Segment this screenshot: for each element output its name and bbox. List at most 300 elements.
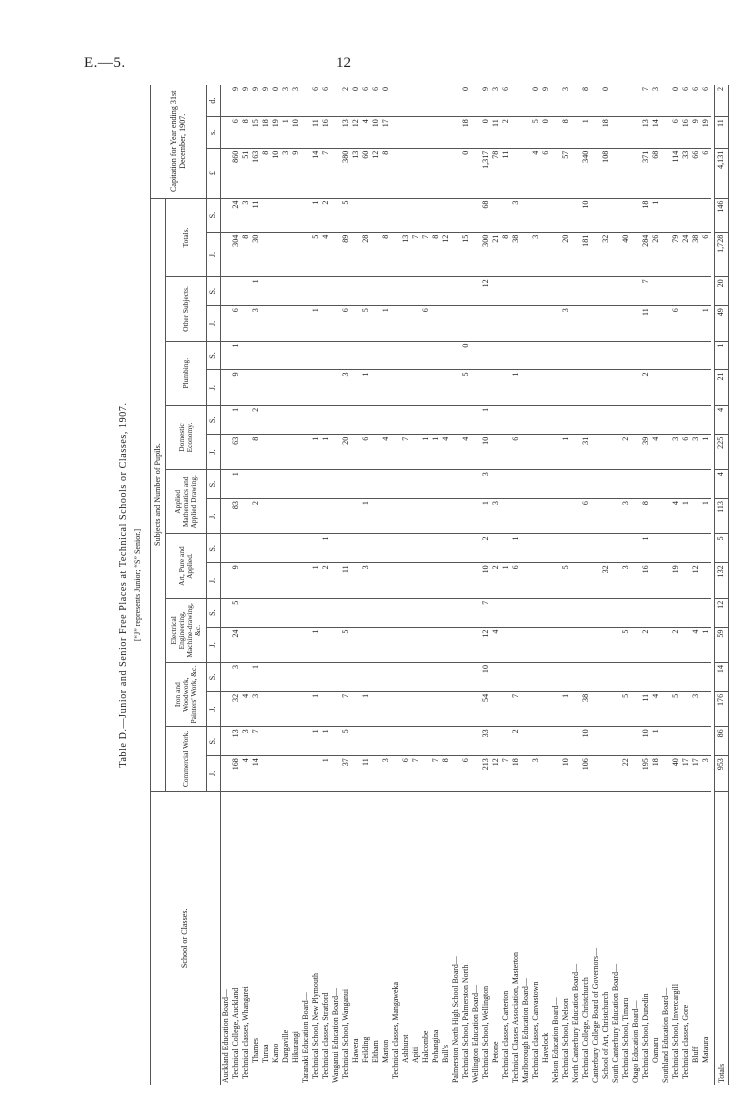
value-cell: [411, 85, 421, 117]
value-cell: [571, 563, 581, 598]
value-cell: [571, 405, 581, 434]
value-cell: 5: [361, 306, 371, 341]
value-cell: 4: [531, 148, 541, 198]
value-cell: 49: [715, 306, 729, 341]
value-cell: 1: [511, 534, 521, 563]
table-row: [501, 85, 511, 1085]
value-cell: [431, 691, 441, 726]
value-cell: [491, 534, 501, 563]
value-cell: 6: [681, 434, 691, 469]
school-name-cell: Technical School, Invercargill: [671, 983, 681, 1079]
value-cell: [251, 341, 261, 370]
value-cell: [581, 598, 591, 627]
value-cell: [451, 117, 461, 148]
value-cell: 11: [361, 756, 371, 791]
value-cell: [471, 598, 481, 627]
value-cell: 1: [715, 341, 729, 370]
value-cell: [491, 306, 501, 341]
value-cell: 1: [321, 756, 331, 791]
value-cell: 89: [341, 232, 351, 277]
value-cell: 60: [361, 148, 371, 198]
value-cell: [661, 627, 671, 662]
value-cell: 1: [651, 198, 661, 232]
value-cell: 6: [361, 434, 371, 469]
value-cell: [391, 534, 401, 563]
value-cell: 24: [681, 232, 691, 277]
subject-header: Applied Mathematics and Applied Drawing.: [166, 470, 207, 534]
table-row: [451, 85, 461, 1085]
value-cell: [291, 198, 301, 232]
table-row: [571, 85, 581, 1085]
value-cell: [441, 691, 451, 726]
value-cell: [261, 691, 271, 726]
value-cell: [411, 434, 421, 469]
value-cell: [301, 434, 311, 469]
senior-header: S.: [207, 470, 221, 499]
table-row: [701, 85, 711, 1085]
value-cell: [551, 306, 561, 341]
value-cell: 113: [715, 499, 729, 534]
value-cell: [551, 405, 561, 434]
free-places-table: [150, 85, 729, 1085]
value-cell: [381, 663, 391, 692]
value-cell: 24: [231, 627, 241, 662]
school-name-cell: Auckland Education Board—: [221, 989, 231, 1083]
value-cell: [671, 663, 681, 692]
value-cell: [261, 470, 271, 499]
value-cell: [281, 691, 291, 726]
value-cell: [411, 598, 421, 627]
value-cell: [681, 306, 691, 341]
value-cell: [631, 691, 641, 726]
junior-header: J.: [207, 306, 221, 341]
value-cell: [371, 434, 381, 469]
value-cell: [271, 534, 281, 563]
value-cell: [581, 341, 591, 370]
table-row: [481, 85, 491, 1085]
value-cell: 3: [701, 756, 711, 791]
value-cell: [241, 370, 251, 405]
value-cell: 6: [511, 563, 521, 598]
value-cell: [621, 405, 631, 434]
value-cell: [451, 727, 461, 756]
value-cell: [361, 727, 371, 756]
value-cell: [371, 370, 381, 405]
table-row: [471, 85, 481, 1085]
value-cell: [581, 370, 591, 405]
junior-header: J.: [207, 434, 221, 469]
value-cell: [421, 470, 431, 499]
totals-row: [715, 85, 729, 1085]
value-cell: [471, 277, 481, 306]
value-cell: [221, 598, 232, 627]
value-cell: [641, 663, 651, 692]
value-cell: [381, 341, 391, 370]
senior-header: S.: [207, 277, 221, 306]
value-cell: 6: [421, 306, 431, 341]
value-cell: [691, 534, 701, 563]
value-cell: [331, 341, 341, 370]
table-row: [531, 85, 541, 1085]
school-name-cell: Technical School, Palmerston North: [461, 964, 471, 1079]
value-cell: [281, 756, 291, 791]
value-cell: [261, 563, 271, 598]
value-cell: [221, 198, 232, 232]
value-cell: [431, 341, 441, 370]
table-title: Table D.—Junior and Senior Free Places at Technical Schools or Classes, 1907.: [118, 402, 129, 768]
value-cell: [521, 756, 531, 791]
value-cell: [431, 85, 441, 117]
school-name-cell: Technical School, Wanganui: [341, 988, 351, 1079]
value-cell: [411, 306, 421, 341]
value-cell: [551, 85, 561, 117]
table-row: [341, 85, 351, 1085]
value-cell: [641, 598, 651, 627]
value-cell: [571, 232, 581, 277]
value-cell: 1: [701, 499, 711, 534]
value-cell: [701, 663, 711, 692]
value-cell: [381, 727, 391, 756]
value-cell: [621, 277, 631, 306]
value-cell: [321, 277, 331, 306]
value-cell: 6: [501, 85, 511, 117]
value-cell: [541, 691, 551, 726]
value-cell: 371: [641, 148, 651, 198]
value-cell: [661, 405, 671, 434]
table-row: [681, 85, 691, 1085]
junior-header: J.: [207, 499, 221, 534]
value-cell: [281, 405, 291, 434]
value-cell: [521, 341, 531, 370]
value-cell: [391, 117, 401, 148]
value-cell: 1: [501, 563, 511, 598]
value-cell: 11: [491, 117, 501, 148]
value-cell: 20: [561, 232, 571, 277]
value-cell: [221, 727, 232, 756]
value-cell: [321, 370, 331, 405]
value-cell: [491, 341, 501, 370]
value-cell: 4: [241, 756, 251, 791]
value-cell: [411, 405, 421, 434]
value-cell: [611, 598, 621, 627]
value-cell: 2: [321, 563, 331, 598]
table-row: [321, 85, 331, 1085]
school-name-cell: North Canterbury Education Board—: [571, 964, 581, 1083]
value-cell: [701, 691, 711, 726]
value-cell: [291, 627, 301, 662]
value-cell: [371, 232, 381, 277]
value-cell: [461, 534, 471, 563]
value-cell: [621, 470, 631, 499]
value-cell: [301, 117, 311, 148]
value-cell: 3: [561, 85, 571, 117]
value-cell: [631, 117, 641, 148]
value-cell: [701, 198, 711, 232]
value-cell: [221, 434, 232, 469]
value-cell: 3: [381, 756, 391, 791]
value-cell: [631, 727, 641, 756]
value-cell: [601, 341, 611, 370]
value-cell: [421, 691, 431, 726]
value-cell: [401, 470, 411, 499]
value-cell: 8: [241, 117, 251, 148]
value-cell: [221, 85, 232, 117]
school-name-cell: Technical classes, Gore: [681, 1004, 691, 1079]
value-cell: 8: [251, 434, 261, 469]
value-cell: [471, 306, 481, 341]
subject-header: Iron and Woodwork, Painters' Work, &c.: [166, 663, 207, 727]
value-cell: [531, 370, 541, 405]
value-cell: [331, 499, 341, 534]
value-cell: [701, 277, 711, 306]
value-cell: 4: [241, 691, 251, 726]
value-cell: [431, 563, 441, 598]
value-cell: [331, 663, 341, 692]
value-cell: [331, 148, 341, 198]
value-cell: [591, 232, 601, 277]
value-cell: 1: [311, 563, 321, 598]
value-cell: [361, 405, 371, 434]
value-cell: [251, 470, 261, 499]
value-cell: [631, 405, 641, 434]
value-cell: [681, 277, 691, 306]
value-cell: 10: [581, 198, 591, 232]
table-row: [661, 85, 671, 1085]
value-cell: [451, 470, 461, 499]
value-cell: [591, 117, 601, 148]
school-name-cell: Totals: [715, 791, 729, 1085]
value-cell: [611, 198, 621, 232]
value-cell: [421, 148, 431, 198]
value-cell: [591, 85, 601, 117]
page-reference: E.—5.: [84, 55, 126, 71]
value-cell: [471, 117, 481, 148]
value-cell: 18: [511, 756, 521, 791]
value-cell: [501, 198, 511, 232]
value-cell: [641, 470, 651, 499]
value-cell: [411, 341, 421, 370]
value-cell: 4: [651, 691, 661, 726]
value-cell: [471, 434, 481, 469]
value-cell: [501, 499, 511, 534]
value-cell: 3: [231, 663, 241, 692]
value-cell: [611, 756, 621, 791]
value-cell: 3: [481, 470, 491, 499]
value-cell: [451, 563, 461, 598]
value-cell: [421, 499, 431, 534]
value-cell: 9: [241, 85, 251, 117]
value-cell: 20: [341, 434, 351, 469]
subjects-group-header: Subjects and Number of Pupils.: [151, 198, 166, 791]
value-cell: [351, 499, 361, 534]
value-cell: 9: [291, 148, 301, 198]
value-cell: [441, 85, 451, 117]
value-cell: [521, 691, 531, 726]
value-cell: [601, 405, 611, 434]
value-cell: [401, 663, 411, 692]
value-cell: 3: [281, 148, 291, 198]
senior-header: S.: [207, 341, 221, 370]
value-cell: [341, 470, 351, 499]
value-cell: [571, 198, 581, 232]
value-cell: [301, 663, 311, 692]
value-cell: [661, 117, 671, 148]
value-cell: [231, 277, 241, 306]
value-cell: [571, 341, 581, 370]
value-cell: [551, 499, 561, 534]
value-cell: [621, 370, 631, 405]
school-name-cell: Technical classes, Stratford: [321, 992, 331, 1079]
value-cell: [661, 499, 671, 534]
value-cell: 8: [431, 232, 441, 277]
value-cell: [281, 534, 291, 563]
school-name-cell: Turua: [261, 1044, 271, 1063]
value-cell: [241, 534, 251, 563]
value-cell: [601, 434, 611, 469]
value-cell: [291, 563, 301, 598]
value-cell: [371, 277, 381, 306]
value-cell: [331, 306, 341, 341]
value-cell: [681, 727, 691, 756]
value-cell: [541, 405, 551, 434]
value-cell: 12: [481, 627, 491, 662]
table-row: [311, 85, 321, 1085]
value-cell: 8: [441, 756, 451, 791]
value-cell: 2: [641, 627, 651, 662]
school-name-cell: Technical School, New Plymouth: [311, 973, 321, 1079]
value-cell: [241, 434, 251, 469]
value-cell: [441, 598, 451, 627]
value-cell: 1: [361, 691, 371, 726]
value-cell: [331, 277, 341, 306]
value-cell: [391, 756, 401, 791]
value-cell: [661, 663, 671, 692]
table-row: [251, 85, 261, 1085]
value-cell: [221, 627, 232, 662]
value-cell: 0: [541, 117, 551, 148]
table-row: [411, 85, 421, 1085]
value-cell: [431, 306, 441, 341]
value-cell: [391, 499, 401, 534]
value-cell: 21: [491, 232, 501, 277]
value-cell: [431, 727, 441, 756]
school-name-cell: Halcombe: [421, 1030, 431, 1063]
money-unit-header: £: [207, 148, 221, 198]
value-cell: [471, 563, 481, 598]
value-cell: [391, 663, 401, 692]
value-cell: [271, 232, 281, 277]
value-cell: [571, 306, 581, 341]
value-cell: [331, 470, 341, 499]
value-cell: [381, 405, 391, 434]
value-cell: 6: [681, 85, 691, 117]
value-cell: [561, 499, 571, 534]
value-cell: 6: [701, 85, 711, 117]
value-cell: [311, 277, 321, 306]
value-cell: [291, 598, 301, 627]
value-cell: [451, 598, 461, 627]
value-cell: [661, 470, 671, 499]
value-cell: [281, 370, 291, 405]
value-cell: [271, 663, 281, 692]
value-cell: [361, 663, 371, 692]
value-cell: 32: [601, 232, 611, 277]
table-row: [631, 85, 641, 1085]
value-cell: 6: [701, 148, 711, 198]
value-cell: [541, 563, 551, 598]
value-cell: [221, 306, 232, 341]
value-cell: [391, 277, 401, 306]
value-cell: [471, 663, 481, 692]
school-name-cell: Eltham: [371, 1040, 381, 1063]
value-cell: 304: [231, 232, 241, 277]
value-cell: 1: [361, 499, 371, 534]
value-cell: [521, 663, 531, 692]
value-cell: [411, 148, 421, 198]
value-cell: [631, 148, 641, 198]
value-cell: 0: [271, 85, 281, 117]
value-cell: 6: [691, 85, 701, 117]
table-row: [331, 85, 341, 1085]
value-cell: [631, 370, 641, 405]
value-cell: 4: [321, 232, 331, 277]
value-cell: [271, 727, 281, 756]
value-cell: [591, 563, 601, 598]
value-cell: [701, 470, 711, 499]
value-cell: 2: [671, 627, 681, 662]
value-cell: [291, 341, 301, 370]
value-cell: [351, 627, 361, 662]
value-cell: [581, 405, 591, 434]
value-cell: [281, 198, 291, 232]
value-cell: 1: [231, 470, 241, 499]
value-cell: [421, 341, 431, 370]
value-cell: [441, 470, 451, 499]
value-cell: [321, 691, 331, 726]
value-cell: [661, 370, 671, 405]
value-cell: 12: [715, 598, 729, 627]
value-cell: [601, 277, 611, 306]
table-row: [291, 85, 301, 1085]
value-cell: [321, 341, 331, 370]
value-cell: [441, 663, 451, 692]
value-cell: [541, 499, 551, 534]
value-cell: [351, 306, 361, 341]
value-cell: [571, 470, 581, 499]
value-cell: 2: [251, 405, 261, 434]
value-cell: [561, 370, 571, 405]
value-cell: 14: [715, 663, 729, 692]
value-cell: 19: [701, 117, 711, 148]
value-cell: [631, 434, 641, 469]
value-cell: [611, 534, 621, 563]
value-cell: [581, 277, 591, 306]
value-cell: [451, 627, 461, 662]
value-cell: [681, 198, 691, 232]
value-cell: [551, 198, 561, 232]
value-cell: [261, 405, 271, 434]
value-cell: [321, 499, 331, 534]
value-cell: [311, 470, 321, 499]
value-cell: 225: [715, 434, 729, 469]
capitation-header: Capitation for Year ending 31st December, 1907.: [151, 85, 207, 198]
value-cell: [611, 232, 621, 277]
value-cell: [451, 756, 461, 791]
value-cell: 12: [371, 148, 381, 198]
school-name-cell: Taranaki Education Board—: [301, 992, 311, 1083]
value-cell: [551, 563, 561, 598]
value-cell: [531, 499, 541, 534]
